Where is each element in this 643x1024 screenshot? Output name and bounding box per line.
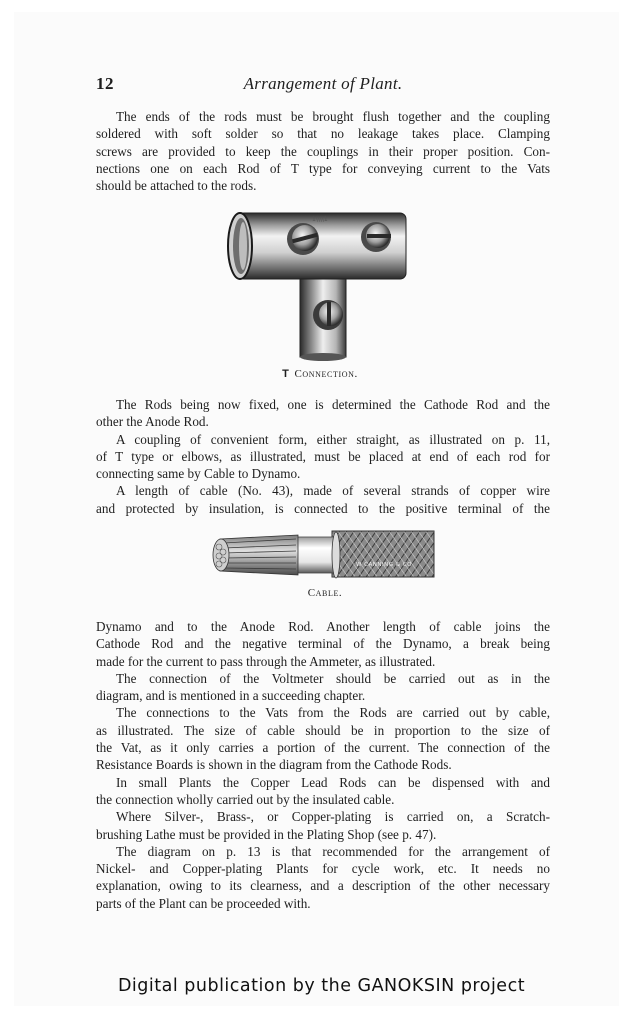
paragraph	[96, 618, 550, 670]
paragraph	[96, 108, 550, 194]
text-line: connecting same by Cable to Dynamo.	[96, 466, 301, 482]
text-line: and protected by insulation, is connected to the positive terminal of the	[96, 500, 550, 516]
text-line: The Rods being now fixed, one is determined the Cathode Rod and the	[116, 397, 550, 412]
publication-footer: Digital publication by the GANOKSIN project	[117, 976, 526, 996]
paragraph	[96, 704, 550, 773]
t-connection-illustration-icon	[220, 203, 420, 363]
text-block-bottom	[96, 618, 550, 912]
text-line: The connection of the Voltmeter should be carried out as in the	[116, 670, 550, 686]
paragraph	[96, 843, 550, 912]
text-line: as illustrated. The size of cable should be in proportion to the size of	[96, 722, 550, 738]
svg-text:1\\\\1: 1\\\\1	[312, 216, 328, 223]
text-line: made for the current to pass through the Ammeter, as illustrated.	[96, 653, 436, 669]
text-line: the Vat, as it only carries a portion of the current. The connection of the	[96, 740, 550, 756]
text-line: The ends of the rods must be brought flush together and the coupling	[116, 109, 550, 124]
page-header	[96, 74, 550, 94]
caption-t-letter: T	[282, 368, 290, 380]
text-line: of T type or elbows, as illustrated, must be placed at end of each rod for	[96, 448, 550, 464]
paragraph	[96, 808, 550, 843]
figure-t-connection	[220, 203, 420, 388]
figure-caption-t-connection	[220, 368, 420, 380]
caption-connection: Connection.	[294, 368, 358, 380]
cable-illustration-icon	[210, 527, 440, 582]
text-line: A coupling of convenient form, either straight, as illustrated on p. 11,	[116, 431, 550, 447]
text-line: other the Anode Rod.	[96, 414, 209, 430]
text-line: soldered with soft solder so that no leakage takes place. Clamping	[96, 126, 550, 142]
text-line: should be attached to the rods.	[96, 178, 257, 194]
text-line: The diagram on p. 13 is that recommended for the arrangement of	[116, 843, 550, 859]
text-line: brushing Lathe must be provided in the Plating Shop (see p. 47).	[96, 826, 437, 842]
paragraph	[96, 774, 550, 809]
text-line: A length of cable (No. 43), made of several strands of copper wire	[116, 483, 550, 499]
text-line: the connection wholly carried out by the insulated cable.	[96, 791, 395, 807]
text-line: Where Silver-, Brass-, or Copper-plating is carried on, a Scratch-	[116, 809, 550, 825]
page-number: 12	[96, 74, 114, 93]
text-line: Resistance Boards is shown in the diagram from the Cathode Rods.	[96, 757, 452, 773]
figure-cable	[210, 527, 440, 607]
paragraph	[96, 670, 550, 705]
text-line: explanation, owing to its clearness, and a description of the other necessary	[96, 878, 550, 894]
text-line: Nickel- and Copper-plating Plants for cycle work, etc. It needs no	[96, 861, 550, 877]
text-line: In small Plants the Copper Lead Rods can be dispensed with and	[116, 774, 550, 790]
paragraph	[96, 396, 550, 431]
text-line: Cathode Rod and the negative terminal of the Dynamo, a break being	[96, 636, 550, 652]
text-line: diagram, and is mentioned in a succeeding chapter.	[96, 688, 366, 704]
text-line: Dynamo and to the Anode Rod. Another length of cable joins the	[96, 619, 550, 634]
running-title: Arrangement of Plant.	[243, 74, 403, 93]
text-block-middle	[96, 396, 550, 517]
figure-caption-cable: Cable.	[307, 587, 343, 599]
braid-marking: W CANNING & CO	[356, 562, 412, 568]
text-block-top	[96, 108, 550, 194]
paragraph	[96, 431, 550, 483]
text-line: screws are provided to keep the couplings in their proper position. Con-	[96, 143, 550, 159]
text-line: nections one on each Rod of T type for conveying current to the Vats	[96, 160, 550, 176]
text-line: The connections to the Vats from the Rods are carried out by cable,	[116, 705, 550, 721]
text-line: parts of the Plant can be proceeded with.	[96, 895, 311, 911]
paragraph	[96, 482, 550, 517]
